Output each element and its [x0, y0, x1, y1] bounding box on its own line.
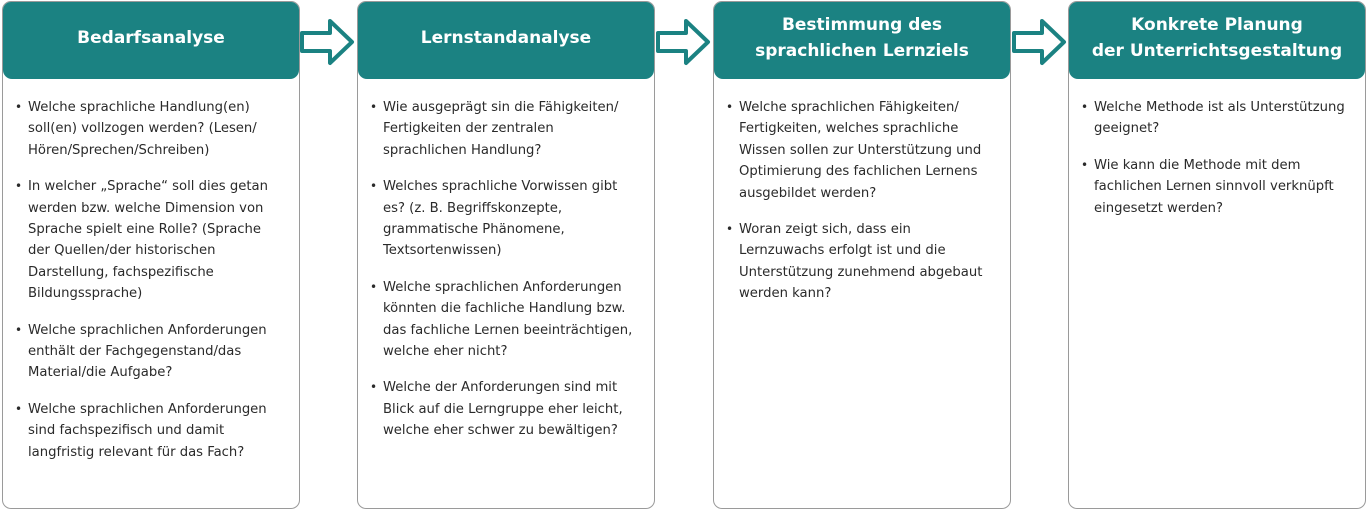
- question-text: Wie ausgeprägt sin die Fähigkeiten/ Fertigkeiten der zentralen sprachlichen Handlung?: [383, 100, 619, 158]
- bullet-icon: •: [370, 279, 378, 294]
- arrow-right-icon: [1012, 16, 1068, 68]
- bullet-icon: •: [370, 380, 378, 395]
- card-body: [714, 79, 1010, 305]
- question-list: [15, 97, 285, 463]
- card-body: [358, 79, 654, 442]
- bullet-icon: •: [15, 401, 23, 416]
- question-text: Welche sprachliche Handlung(en) soll(en) vollzogen werden? (Lesen/ Hören/Sprechen/Schreiben): [28, 100, 257, 158]
- bullet-icon: •: [15, 100, 23, 114]
- card-title: Konkrete Planung der Unterrichtsgestaltung: [1091, 14, 1343, 61]
- question-text: Welche sprachlichen Anforderungen sind fachspezifisch und damit langfristig relevant für das Fach?: [28, 401, 267, 460]
- question-text: Woran zeigt sich, dass ein Lernzuwachs erfolgt ist und die Unterstützung zunehmend abgebaut werden kann?: [739, 222, 983, 302]
- question-text: Welche sprachlichen Fähigkeiten/ Fertigkeiten, welches sprachliche Wissen sollen zur Unterstützung und Optimierung des fachlichen Lernens ausgebildet werden?: [739, 100, 982, 201]
- question-text: Welche sprachlichen Anforderungen könnten die fachliche Handlung bzw. das fachliche Lernen beeinträchtigen, welche eher nicht?: [383, 279, 633, 360]
- arrow-right-icon: [300, 16, 356, 68]
- step-card-lernstandanalyse: [357, 1, 655, 509]
- list-item: [370, 377, 640, 441]
- card-header: [1069, 2, 1365, 79]
- bullet-icon: •: [15, 322, 23, 337]
- question-text: In welcher „Sprache“ soll dies getan werden bzw. welche Dimension von Sprache spielt eine Rolle? (Sprache der Quellen/der historischen Darstellung, fachspezifische Bildungssprache): [28, 179, 268, 302]
- step-card-lernziel: [713, 1, 1011, 509]
- card-header: [3, 2, 299, 79]
- bullet-icon: •: [370, 100, 378, 114]
- list-item: [15, 320, 285, 384]
- bullet-icon: •: [726, 100, 734, 114]
- bullet-icon: •: [15, 179, 23, 194]
- step-card-bedarfsanalyse: [2, 1, 300, 509]
- question-text: Welches sprachliche Vorwissen gibt es? (z. B. Begriffskonzepte, grammatische Phänomene, Textsortenwissen): [383, 179, 618, 259]
- card-body: [1069, 79, 1365, 219]
- question-list: [726, 97, 996, 305]
- card-title: Lernstandanalyse: [420, 27, 592, 48]
- list-item: [370, 277, 640, 363]
- question-text: Welche Methode ist als Unterstützung geeignet?: [1094, 100, 1345, 137]
- bullet-icon: •: [370, 179, 378, 194]
- list-item: [370, 97, 640, 161]
- question-list: [370, 97, 640, 442]
- card-header: [358, 2, 654, 79]
- list-item: [726, 97, 996, 204]
- bullet-icon: •: [1081, 100, 1089, 114]
- list-item: [15, 176, 285, 304]
- question-text: Welche der Anforderungen sind mit Blick auf die Lerngruppe eher leicht, welche eher schwer zu bewältigen?: [383, 380, 623, 439]
- list-item: [15, 97, 285, 161]
- arrow-right-icon: [656, 16, 712, 68]
- card-title: Bedarfsanalyse: [77, 27, 225, 48]
- question-list: [1081, 97, 1351, 219]
- list-item: [726, 219, 996, 305]
- card-body: [3, 79, 299, 463]
- bullet-icon: •: [726, 222, 734, 237]
- question-text: Wie kann die Methode mit dem fachlichen Lernen sinnvoll verknüpft eingesetzt werden?: [1094, 157, 1334, 216]
- list-item: [1081, 155, 1351, 219]
- bullet-icon: •: [1081, 157, 1089, 172]
- card-title: Bestimmung des sprachlichen Lernziels: [755, 14, 969, 61]
- list-item: [1081, 97, 1351, 140]
- step-card-unterrichtsplanung: [1068, 1, 1366, 509]
- card-header: [714, 2, 1010, 79]
- question-text: Welche sprachlichen Anforderungen enthält der Fachgegenstand/das Material/die Aufgabe?: [28, 322, 267, 381]
- list-item: [370, 176, 640, 262]
- list-item: [15, 399, 285, 463]
